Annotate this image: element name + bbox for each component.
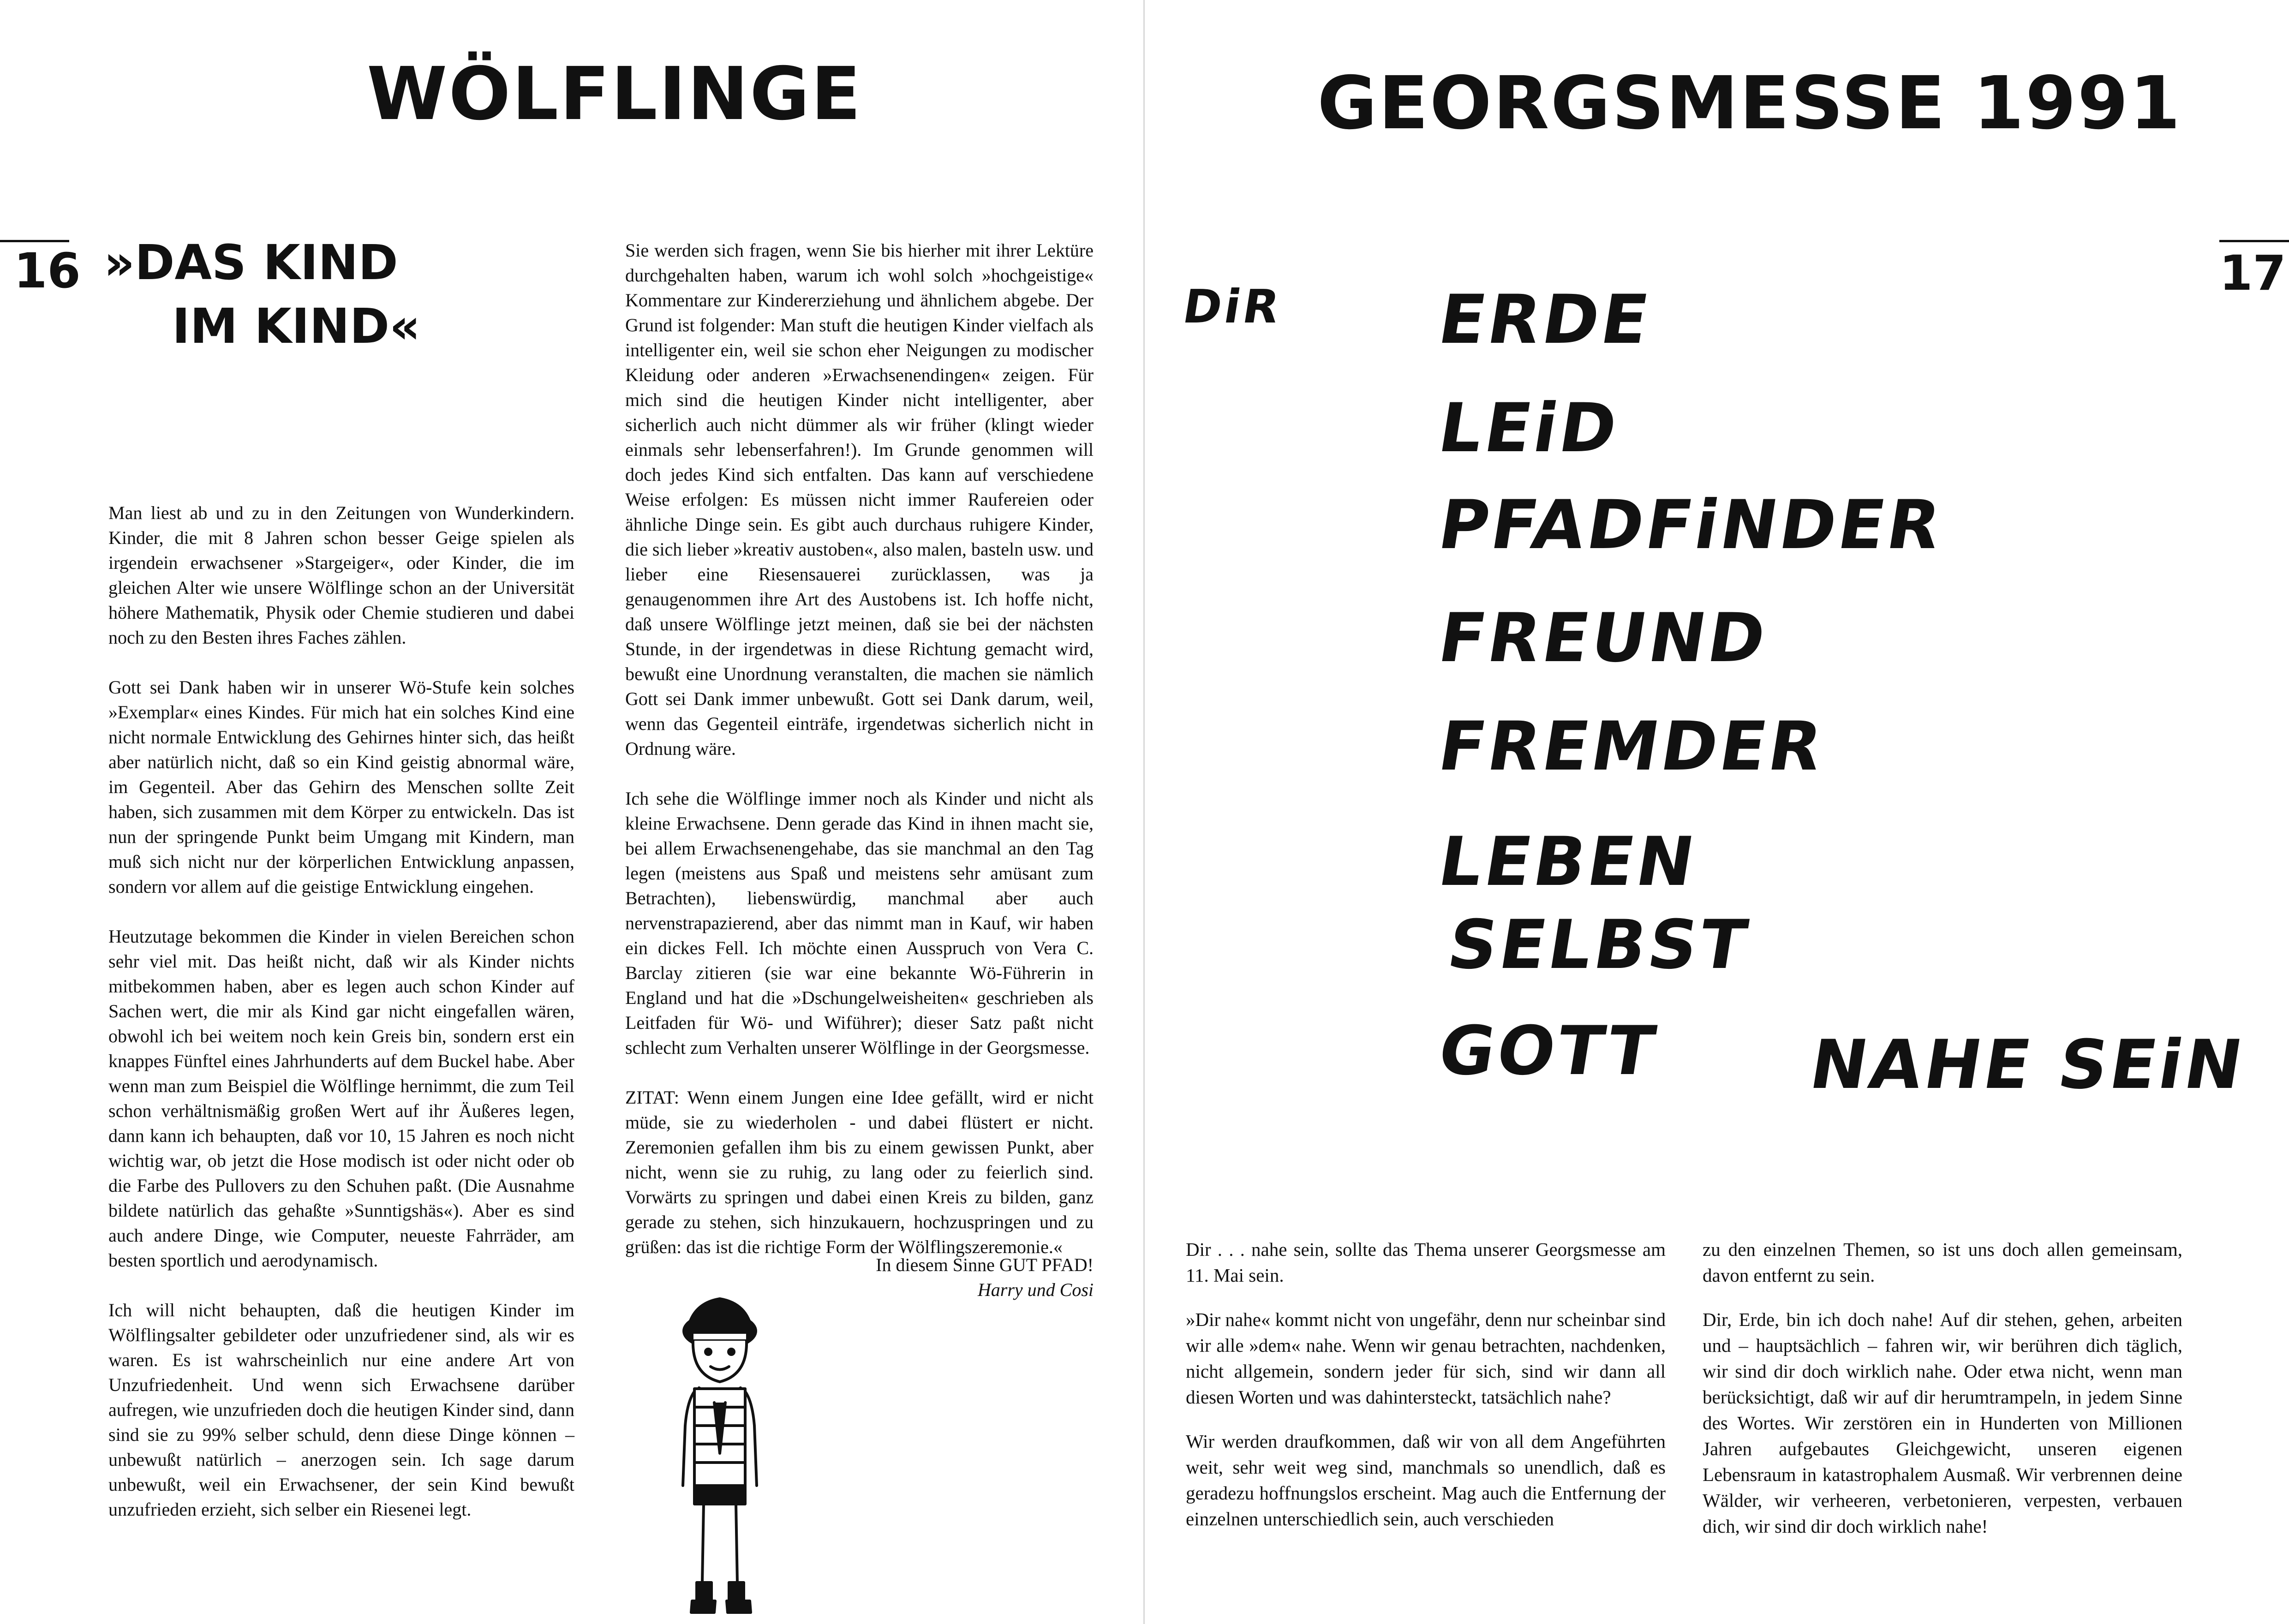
word-gott: GOTT bbox=[1433, 1012, 1663, 1090]
word-nahe-sein: NAHE SEiN bbox=[1805, 1026, 2251, 1104]
word-fremder: FREMDER bbox=[1433, 707, 1830, 786]
paragraph: »Dir nahe« kommt nicht von ungefähr, denn nur scheinbar sind wir alle »dem« nahe. Wenn wir genau betrachten, nachdenken, nicht allgemein, sondern jeder für sich, sind wir dann all diesen Worten und was dahintersteckt, tatsächlich nahe? bbox=[1186, 1309, 1666, 1408]
article-column-2 bbox=[625, 238, 1094, 1284]
left-page bbox=[0, 0, 1144, 1624]
article-title-line1: »DAS KIND bbox=[104, 234, 398, 291]
article-column-1 bbox=[108, 501, 574, 1547]
georgsmesse-column-1 bbox=[1186, 1236, 1666, 1550]
word-freund: FREUND bbox=[1433, 599, 1774, 677]
paragraph: Heutzutage bekommen die Kinder in vielen Bereichen schon sehr viel mit. Das heißt nicht, daß wir als Kinder nichts mitbekommen haben, aber es legen auch schon Kinder auf Sachen wert, die mir als Kind gar nicht eingefallen wären, obwohl ich bei weitem noch kein Greis bin, sondern erst ein knappes Fünftel eines Jahrhunderts auf dem Buckel habe. Aber wenn man zum Beispiel die Wölflinge hernimmt, die zum Teil schon verhältnismäßig großen Wert auf ihr Äußeres legen, dann kann ich behaupten, daß vor 10, 15 Jahren es noch nicht wichtig war, ob jetzt die Hose modisch ist oder nicht oder ob die Farbe des Pullovers zu den Schuhen paßt. (Die Ausnahme bildete natürlich das gehaßte »Sunntigshäs«). Aber es sind auch andere Dinge, wie Computer, neueste Fahrräder, am besten sportlich und aerodynamisch. bbox=[108, 926, 574, 1271]
right-page bbox=[1144, 0, 2289, 1624]
page-number-right: 17 bbox=[2219, 245, 2286, 301]
closing-line: In diesem Sinne GUT PFAD! bbox=[876, 1254, 1094, 1275]
paragraph: Dir . . . nahe sein, sollte das Thema unserer Georgsmesse am 11. Mai sein. bbox=[1186, 1239, 1666, 1286]
georgsmesse-column-2 bbox=[1703, 1236, 2182, 1558]
article-title bbox=[104, 231, 420, 358]
word-leid: LEiD bbox=[1433, 389, 1625, 467]
word-dir: DiR bbox=[1179, 280, 1286, 334]
paragraph: Gott sei Dank haben wir in unserer Wö-Stufe kein solches »Exemplar« eines Kindes. Für mich hat ein solches Kind eine nicht normale Entwicklung des Gehirnes hinter sich, das heißt aber natürlich nicht, daß so ein Kind geistig abnormal wäre, im Gegenteil. Aber das Gehirn des Menschen sollte Zeit haben, sich zusammen mit dem Körper zu entwickeln. Das ist nun der springende Punkt beim Umgang mit Kindern, man muß sich nicht nur der körperlichen Entwicklung anpassen, sondern vor allem auf die geistige Entwicklung eingehen. bbox=[108, 677, 574, 897]
article-title-line2: IM KIND« bbox=[172, 298, 421, 355]
page-number-rule bbox=[2219, 240, 2289, 242]
word-selbst: SELBST bbox=[1442, 906, 1755, 984]
paragraph: Sie werden sich fragen, wenn Sie bis hierher mit ihrer Lektüre durchgehalten haben, warum ich wohl solch »hochgeistige« Kommentare zur Kindererziehung und ähnlichem abgebe. Der Grund ist folgender: Man stuft die heutigen Kinder vielfach als intelligenter ein, weil sie schon eher Neigungen zu modischer Kleidung oder anderen »Erwachsenendingen« zeigen. Für mich sind die heutigen Kinder nicht intelligenter, aber sicherlich auch nicht dümmer als wir früher (klingt wieder einmals sehr lebenserfahren!). Im Grunde genommen will doch jedes Kind sich entfalten. Das kann auf verschiedene Weise erfolgen: Es müssen nicht immer Raufereien oder ähnliche Dinge sein. Es gibt auch durchaus ruhigere Kinder, die sich lieber »kreativ austoben«, also malen, basteln usw. und lieber eine Riesensauerei zurücklassen, was ja genaugenommen ihre Art des Austobens ist. Ich hoffe nicht, daß unsere Wölflinge jetzt meinen, daß sie bei der nächsten Stunde, in der irgendetwas in diese Richtung gemacht wird, bewußt eine Unordnung veranstalten, die machen sie nämlich Gott sei Dank immer unbewußt. Gott sei Dank darum, weil, wenn das Gegenteil einträfe, irgendetwas sicherlich nicht in Ordnung wäre. bbox=[625, 240, 1094, 759]
paragraph: zu den einzelnen Themen, so ist uns doch allen gemeinsam, davon entfernt zu sein. bbox=[1703, 1239, 2182, 1286]
paragraph: Dir, Erde, bin ich doch nahe! Auf dir stehen, gehen, arbeiten und – hauptsächlich – fahren wir, wir berühren dich täglich, wir sind dir doch wirklich nahe. Oder etwa nicht, wenn man berücksichtigt, daß wir auf dir herumtrampeln, in jedem Sinne des Wortes. Wir zerstören ein in Hunderten von Millionen Jahren aufgebautes Gleichgewicht, unseren eigenen Lebensraum in katastrophalem Ausmaß. Wir verbrennen deine Wälder, wir verheeren, verbetonieren, verpesten, verbauen dich, wir sind dir doch wirklich nahe! bbox=[1703, 1309, 2182, 1537]
word-erde: ERDE bbox=[1433, 281, 1657, 359]
page-number-left: 16 bbox=[14, 243, 81, 299]
scout-boy-illustration bbox=[660, 1287, 780, 1619]
paragraph: ZITAT: Wenn einem Jungen eine Idee gefällt, wird er nicht müde, sie zu wiederholen - und dabei flüstert er nicht. Zeremonien gefallen ihm bis zu einem gewissen Punkt, aber nicht, wenn sie zu ruhig, zu lang oder zu feierlich sind. Vorwärts zu springen und dabei einen Kreis zu bilden, ganz gerade zu stehen, sich hinzukauern, hochzuspringen und zu grüßen: das ist die richtige Form der Wölflingszeremonie.« bbox=[625, 1087, 1094, 1257]
page-number-rule bbox=[0, 240, 69, 242]
paragraph: Wir werden draufkommen, daß wir von all dem Angeführten weit, sehr weit weg sind, manchmals so unendlich, daß es geradezu hoffnungslos erscheint. Mag auch die Entfernung der einzelnen unterschiedlich sein, auch verschieden bbox=[1186, 1431, 1666, 1529]
closing-block bbox=[784, 1253, 1094, 1302]
paragraph: Man liest ab und zu in den Zeitungen von Wunderkindern. Kinder, die mit 8 Jahren schon besser Geige spielen als irgendein erwachsener »Stargeiger«, oder Kinder, die im gleichen Alter wie unsere Wölflinge schon an der Universität höhere Mathematik, Physik oder Chemie studieren und dabei noch zu den Besten ihres Faches zählen. bbox=[108, 502, 574, 648]
word-pfadfinder: PFADFiNDER bbox=[1433, 486, 1948, 564]
page-heading-left: WÖLFLINGE bbox=[367, 52, 862, 137]
signature: Harry und Cosi bbox=[977, 1279, 1094, 1300]
word-leben: LEBEN bbox=[1433, 823, 1703, 901]
paragraph: Ich will nicht behaupten, daß die heutigen Kinder im Wölflingsalter gebildeter oder unzufriedener sind, als wir es waren. Es ist wahrscheinlich nur eine andere Art von Unzufriedenheit. Und wenn sich Erwachsene darüber aufregen, wie unzufrieden doch die heutigen Kinder sind, dann sind sie zu 99% selber schuld, denn diese Dinge können – unbewußt natürlich – anerzogen sein. Ich sage darum unbewußt, weil ein Erwachsener, der sein Kind bewußt unzufrieden erzieht, sich selber ein Riesenei legt. bbox=[108, 1300, 574, 1520]
paragraph: Ich sehe die Wölflinge immer noch als Kinder und nicht als kleine Erwachsene. Denn gerade das Kind in ihnen macht sie, bei allem Erwachsenengehabe, das sie manchmal an den Tag legen (meistens aus Spaß und meistens sehr amüsant zum Betrachten), liebenswürdig, manchmal aber auch nervenstrapazierend, aber das nimmt man in Kauf, wir haben ein dickes Fell. Ich möchte einen Ausspruch von Vera C. Barclay zitieren (sie war eine bekannte Wö-Führerin in England und hat die »Dschungelweisheiten« geschrieben als Leitfaden für Wö- und Wiführer); dieser Satz paßt nicht schlecht zum Verhalten unserer Wölflinge in der Georgsmesse. bbox=[625, 788, 1094, 1058]
page-heading-right: GEORGSMESSE 1991 bbox=[1317, 61, 2182, 146]
